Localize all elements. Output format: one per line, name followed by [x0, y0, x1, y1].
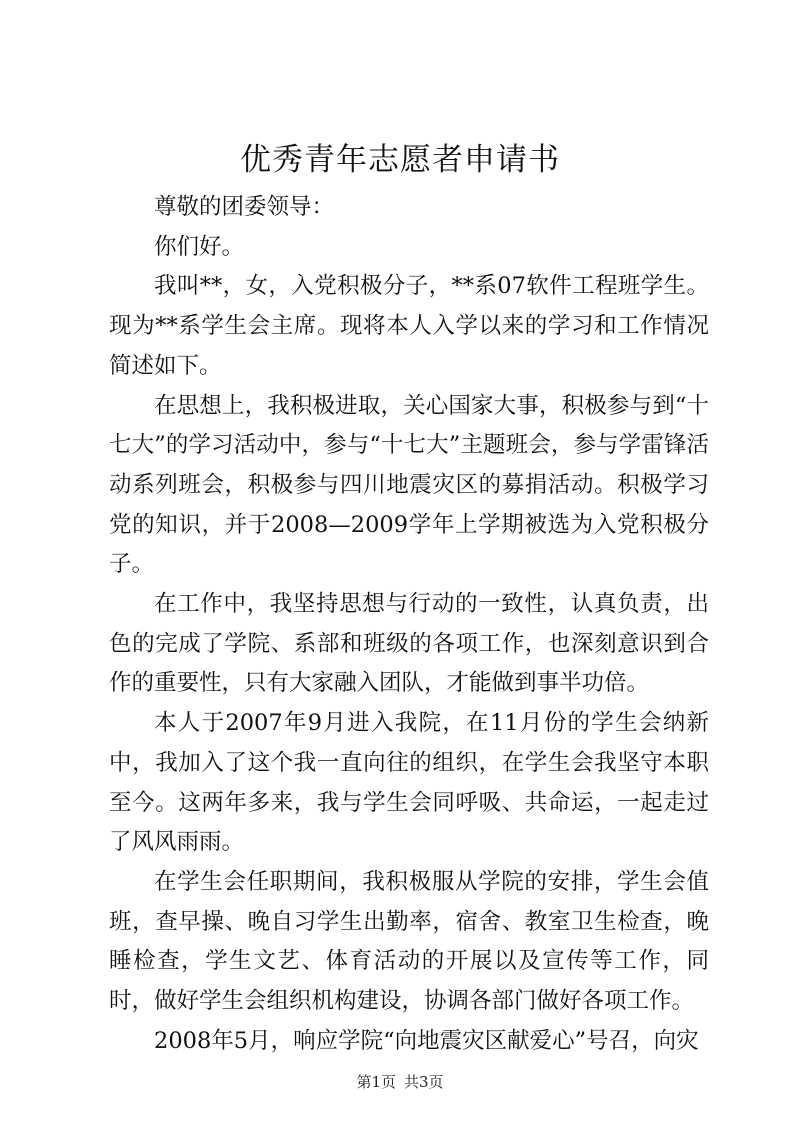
- paragraph-thought: 在思想上，我积极进取，关心国家大事，积极参与到“十七大”的学习活动中，参与“十七大”主题班会，参与学雷锋活动系列班会，积极参与四川地震灾区的募捐活动。积极学习党的知识，并于2008—2009学年上学期被选为入党积极分子。: [109, 392, 709, 578]
- page-footer: [0, 1072, 800, 1092]
- paragraph-introduction: 我叫**，女，入党积极分子，**系07软件工程班学生。现为**系学生会主席。现将本人入学以来的学习和工作情况简述如下。: [109, 273, 709, 379]
- paragraph-work: 在工作中，我坚持思想与行动的一致性，认真负责，出色的完成了学院、系部和班级的各项工作，也深刻意识到合作的重要性，只有大家融入团队，才能做到事半功倍。: [109, 591, 709, 697]
- paragraph-greeting: 你们好。: [154, 233, 245, 260]
- paragraph-earthquake-relief: 2008年5月，响应学院“向地震灾区献爱心”号召，向灾: [154, 1027, 699, 1054]
- document-body: [109, 188, 709, 1061]
- paragraph-student-union-join: 本人于2007年9月进入我院，在11月份的学生会纳新中，我加入了这个我一直向往的组织，在学生会我坚守本职至今。这两年多来，我与学生会同呼吸、共命运，一起走过了风风雨雨。: [109, 710, 709, 856]
- page-total: 共3页: [404, 1073, 444, 1091]
- paragraph-student-union-duties: 在学生会任职期间，我积极服从学院的安排，学生会值班，查早操、晚自习学生出勤率，宿舍、教室卫生检查，晚睡检查，学生文艺、体育活动的开展以及宣传等工作，同时，做好学生会组织机构建设，协调各部门做好各项工作。: [109, 868, 709, 1015]
- document-title: 优秀青年志愿者申请书: [240, 142, 560, 178]
- page-number: 第1页: [356, 1073, 396, 1091]
- paragraph-salutation: 尊敬的团委领导：: [154, 194, 335, 220]
